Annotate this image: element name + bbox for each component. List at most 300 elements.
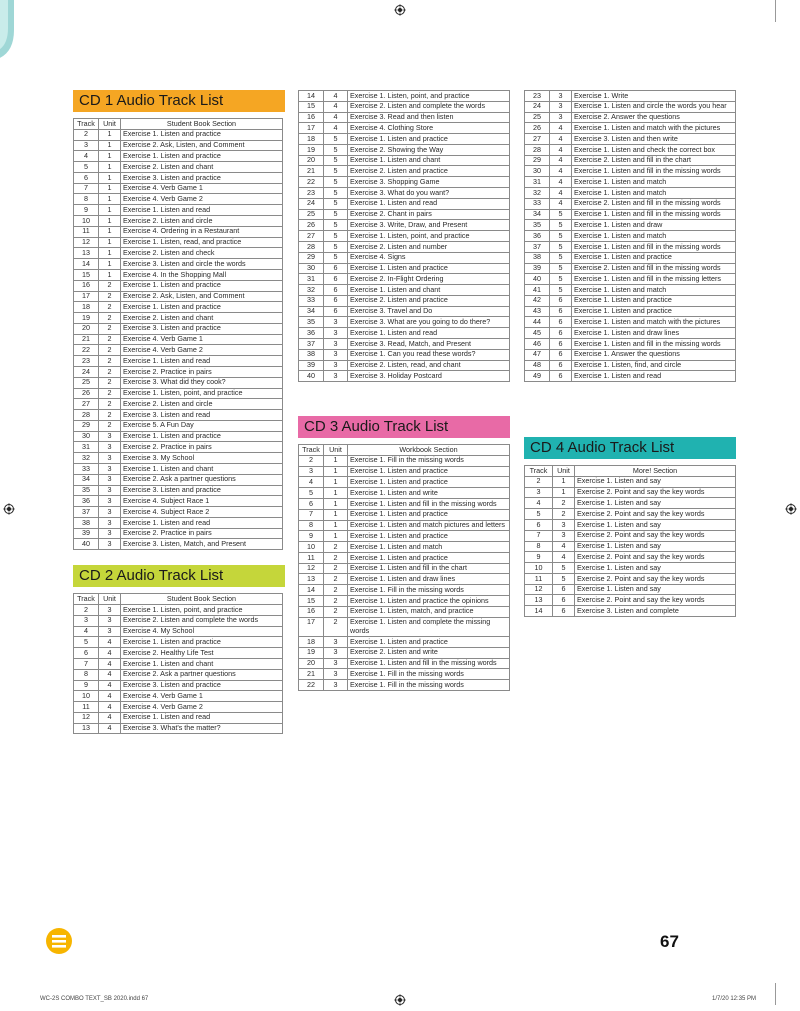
unit-number: 4 bbox=[99, 691, 121, 702]
table-row bbox=[525, 220, 736, 231]
unit-number: 5 bbox=[324, 155, 348, 166]
cd3-continued-table bbox=[524, 90, 736, 382]
section-label: Exercise 1. Listen and complete the missing words bbox=[348, 617, 510, 636]
table-row bbox=[74, 517, 283, 528]
track-number: 48 bbox=[525, 360, 550, 371]
table-row bbox=[74, 702, 283, 713]
track-number: 29 bbox=[525, 155, 550, 166]
section-label: Exercise 2. Listen and fill in the missing words bbox=[572, 263, 736, 274]
track-number: 13 bbox=[299, 574, 324, 585]
section-label: Exercise 1. Listen and practice bbox=[348, 477, 510, 488]
table-row bbox=[74, 129, 283, 140]
unit-number: 3 bbox=[553, 530, 575, 541]
table-row bbox=[525, 328, 736, 339]
track-number: 38 bbox=[74, 517, 99, 528]
table-row bbox=[299, 636, 510, 647]
unit-number: 1 bbox=[99, 183, 121, 194]
table-row bbox=[74, 464, 283, 475]
track-number: 10 bbox=[299, 542, 324, 553]
track-number: 31 bbox=[74, 442, 99, 453]
section-label: Exercise 1. Listen and match bbox=[572, 177, 736, 188]
table-row bbox=[299, 112, 510, 123]
table-row bbox=[74, 248, 283, 259]
section-label: Exercise 1. Listen and practice bbox=[121, 637, 283, 648]
track-number: 17 bbox=[299, 123, 324, 134]
section-label: Exercise 5. A Fun Day bbox=[121, 420, 283, 431]
track-number: 20 bbox=[299, 155, 324, 166]
table-row bbox=[525, 498, 736, 509]
table-row bbox=[74, 615, 283, 626]
section-label: Exercise 1. Fill in the missing words bbox=[348, 680, 510, 691]
table-row bbox=[74, 691, 283, 702]
table-row bbox=[299, 306, 510, 317]
track-number: 13 bbox=[525, 595, 553, 606]
column-header: Track bbox=[299, 445, 324, 456]
track-number: 6 bbox=[299, 499, 324, 510]
section-label: Exercise 1. Answer the questions bbox=[572, 349, 736, 360]
section-label: Exercise 4. Subject Race 2 bbox=[121, 507, 283, 518]
section-label: Exercise 1. Listen, match, and practice bbox=[348, 606, 510, 617]
table-row bbox=[299, 488, 510, 499]
table-row bbox=[525, 476, 736, 487]
unit-number: 3 bbox=[99, 605, 121, 616]
table-row bbox=[74, 420, 283, 431]
unit-number: 6 bbox=[324, 263, 348, 274]
unit-number: 6 bbox=[553, 606, 575, 617]
section-label: Exercise 2. Ask a partner questions bbox=[121, 474, 283, 485]
track-number: 7 bbox=[525, 530, 553, 541]
table-row bbox=[74, 431, 283, 442]
table-row bbox=[525, 231, 736, 242]
track-number: 37 bbox=[74, 507, 99, 518]
table-row bbox=[74, 366, 283, 377]
track-number: 22 bbox=[74, 345, 99, 356]
track-number: 30 bbox=[525, 166, 550, 177]
track-number: 11 bbox=[74, 226, 99, 237]
unit-number: 6 bbox=[324, 306, 348, 317]
section-label: Exercise 1. Listen, read, and practice bbox=[121, 237, 283, 248]
unit-number: 3 bbox=[99, 615, 121, 626]
table-row bbox=[74, 658, 283, 669]
section-label: Exercise 2. Point and say the key words bbox=[575, 509, 736, 520]
section-label: Exercise 3. What did they cook? bbox=[121, 377, 283, 388]
track-number: 37 bbox=[299, 338, 324, 349]
unit-number: 4 bbox=[324, 101, 348, 112]
track-number: 22 bbox=[299, 680, 324, 691]
section-label: Exercise 3. Holiday Postcard bbox=[348, 371, 510, 382]
table-row bbox=[74, 162, 283, 173]
table-row bbox=[299, 241, 510, 252]
unit-number: 5 bbox=[324, 198, 348, 209]
table-row bbox=[74, 216, 283, 227]
section-label: Exercise 1. Listen and practice bbox=[572, 306, 736, 317]
track-number: 17 bbox=[299, 617, 324, 636]
unit-number: 2 bbox=[99, 313, 121, 324]
track-number: 39 bbox=[74, 528, 99, 539]
unit-number: 6 bbox=[553, 595, 575, 606]
track-number: 15 bbox=[299, 596, 324, 607]
track-number: 25 bbox=[299, 209, 324, 220]
unit-number: 1 bbox=[324, 499, 348, 510]
unit-number: 5 bbox=[550, 285, 572, 296]
track-number: 5 bbox=[74, 162, 99, 173]
table-row bbox=[299, 563, 510, 574]
table-row bbox=[299, 647, 510, 658]
track-number: 4 bbox=[74, 151, 99, 162]
track-number: 34 bbox=[74, 474, 99, 485]
column-header: Student Book Section bbox=[121, 119, 283, 130]
cd2b-rows bbox=[299, 91, 510, 382]
section-label: Exercise 2. Listen, read, and chant bbox=[348, 360, 510, 371]
unit-number: 3 bbox=[99, 496, 121, 507]
table-row bbox=[299, 274, 510, 285]
unit-number: 2 bbox=[324, 585, 348, 596]
track-number: 33 bbox=[74, 464, 99, 475]
table-row bbox=[299, 91, 510, 102]
section-label: Exercise 4. Verb Game 2 bbox=[121, 345, 283, 356]
page-number: 67 bbox=[660, 932, 679, 951]
table-row bbox=[74, 237, 283, 248]
table-row bbox=[299, 552, 510, 563]
section-label: Exercise 1. Listen and fill in the missing words bbox=[572, 338, 736, 349]
section-label: Exercise 2. Listen and number bbox=[348, 241, 510, 252]
table-row bbox=[299, 531, 510, 542]
cd1-table bbox=[73, 118, 283, 550]
track-number: 5 bbox=[525, 509, 553, 520]
table-row bbox=[525, 349, 736, 360]
unit-number: 2 bbox=[99, 399, 121, 410]
track-number: 13 bbox=[74, 723, 99, 734]
table-row bbox=[525, 306, 736, 317]
section-label: Exercise 2. Point and say the key words bbox=[575, 595, 736, 606]
track-number: 31 bbox=[299, 274, 324, 285]
track-number: 7 bbox=[74, 183, 99, 194]
section-label: Exercise 4. Signs bbox=[348, 252, 510, 263]
track-number: 2 bbox=[299, 455, 324, 466]
track-number: 3 bbox=[74, 615, 99, 626]
section-label: Exercise 3. What do you want? bbox=[348, 188, 510, 199]
unit-number: 3 bbox=[550, 91, 572, 102]
section-label: Exercise 1. Listen and practice bbox=[121, 302, 283, 313]
table-row bbox=[299, 317, 510, 328]
section-label: Exercise 4. Verb Game 1 bbox=[121, 334, 283, 345]
cd4-table bbox=[524, 465, 736, 617]
column-3 bbox=[524, 90, 736, 617]
unit-number: 2 bbox=[99, 377, 121, 388]
section-label: Exercise 3. What's the matter? bbox=[121, 723, 283, 734]
unit-number: 2 bbox=[99, 280, 121, 291]
section-label: Exercise 1. Listen, point, and practice bbox=[348, 91, 510, 102]
section-label: Exercise 1. Listen, find, and circle bbox=[572, 360, 736, 371]
unit-number: 3 bbox=[99, 453, 121, 464]
section-label: Exercise 1. Listen and say bbox=[575, 476, 736, 487]
track-number: 19 bbox=[299, 647, 324, 658]
track-number: 16 bbox=[299, 112, 324, 123]
table-row bbox=[299, 680, 510, 691]
unit-number: 4 bbox=[550, 123, 572, 134]
unit-number: 2 bbox=[553, 509, 575, 520]
unit-number: 5 bbox=[550, 263, 572, 274]
section-label: Exercise 2. Healthy Life Test bbox=[121, 648, 283, 659]
section-label: Exercise 1. Listen and practice bbox=[348, 263, 510, 274]
table-row bbox=[74, 626, 283, 637]
unit-number: 1 bbox=[324, 466, 348, 477]
unit-number: 2 bbox=[324, 606, 348, 617]
section-label: Exercise 1. Listen and read bbox=[121, 356, 283, 367]
section-label: Exercise 2. Listen and complete the words bbox=[121, 615, 283, 626]
track-number: 34 bbox=[525, 209, 550, 220]
section-label: Exercise 3. Listen and practice bbox=[121, 485, 283, 496]
section-label: Exercise 1. Listen and check the correct box bbox=[572, 144, 736, 155]
track-number: 16 bbox=[299, 606, 324, 617]
track-number: 35 bbox=[299, 317, 324, 328]
section-label: Exercise 2. Listen and practice bbox=[348, 295, 510, 306]
unit-number: 3 bbox=[324, 328, 348, 339]
table-row bbox=[299, 658, 510, 669]
table-row bbox=[299, 155, 510, 166]
unit-number: 3 bbox=[99, 626, 121, 637]
section-label: Exercise 1. Listen and match bbox=[572, 285, 736, 296]
section-label: Exercise 2. Listen and practice bbox=[348, 166, 510, 177]
column-header: Track bbox=[74, 594, 99, 605]
unit-number: 5 bbox=[553, 563, 575, 574]
section-label: Exercise 2. Ask, Listen, and Comment bbox=[121, 140, 283, 151]
table-row bbox=[74, 712, 283, 723]
section-label: Exercise 1. Listen and circle the words you hear bbox=[572, 101, 736, 112]
section-label: Exercise 1. Listen and match bbox=[348, 542, 510, 553]
track-number: 45 bbox=[525, 328, 550, 339]
table-row bbox=[299, 669, 510, 680]
track-number: 34 bbox=[299, 306, 324, 317]
track-number: 27 bbox=[299, 231, 324, 242]
section-label: Exercise 1. Listen and practice bbox=[348, 552, 510, 563]
unit-number: 1 bbox=[324, 488, 348, 499]
unit-number: 6 bbox=[324, 274, 348, 285]
track-number: 28 bbox=[299, 241, 324, 252]
track-number: 2 bbox=[525, 476, 553, 487]
section-label: Exercise 1. Listen, point, and practice bbox=[121, 605, 283, 616]
section-label: Exercise 3. What are you going to do there? bbox=[348, 317, 510, 328]
unit-number: 5 bbox=[324, 188, 348, 199]
unit-number: 3 bbox=[99, 474, 121, 485]
table-row bbox=[525, 530, 736, 541]
unit-number: 4 bbox=[550, 188, 572, 199]
unit-number: 4 bbox=[553, 552, 575, 563]
table-row bbox=[74, 637, 283, 648]
track-number: 30 bbox=[74, 431, 99, 442]
unit-number: 3 bbox=[99, 507, 121, 518]
track-number: 26 bbox=[525, 123, 550, 134]
unit-number: 5 bbox=[324, 177, 348, 188]
column-header: Unit bbox=[99, 119, 121, 130]
table-row bbox=[74, 410, 283, 421]
table-row bbox=[299, 596, 510, 607]
track-number: 29 bbox=[74, 420, 99, 431]
track-number: 11 bbox=[299, 552, 324, 563]
unit-number: 1 bbox=[99, 205, 121, 216]
unit-number: 3 bbox=[99, 485, 121, 496]
unit-number: 4 bbox=[550, 177, 572, 188]
table-row bbox=[74, 399, 283, 410]
section-label: Exercise 2. Showing the Way bbox=[348, 144, 510, 155]
unit-number: 4 bbox=[324, 91, 348, 102]
section-label: Exercise 3. Listen and read bbox=[121, 410, 283, 421]
table-row bbox=[74, 172, 283, 183]
table-row bbox=[74, 259, 283, 270]
unit-number: 5 bbox=[324, 252, 348, 263]
track-number: 41 bbox=[525, 285, 550, 296]
section-label: Exercise 1. Listen and draw lines bbox=[572, 328, 736, 339]
unit-number: 2 bbox=[324, 617, 348, 636]
table-row bbox=[299, 499, 510, 510]
track-number: 6 bbox=[74, 648, 99, 659]
track-number: 3 bbox=[525, 487, 553, 498]
section-label: Exercise 2. Answer the questions bbox=[572, 112, 736, 123]
unit-number: 3 bbox=[550, 112, 572, 123]
table-row bbox=[299, 134, 510, 145]
track-number: 8 bbox=[299, 520, 324, 531]
table-row bbox=[299, 455, 510, 466]
unit-number: 3 bbox=[324, 360, 348, 371]
unit-number: 3 bbox=[99, 442, 121, 453]
table-row bbox=[299, 509, 510, 520]
table-row bbox=[525, 101, 736, 112]
unit-number: 2 bbox=[99, 345, 121, 356]
unit-number: 3 bbox=[324, 647, 348, 658]
section-label: Exercise 3. Listen and circle the words bbox=[121, 259, 283, 270]
section-label: Exercise 1. Listen and practice bbox=[121, 129, 283, 140]
section-label: Exercise 1. Listen and match pictures and letters bbox=[348, 520, 510, 531]
track-number: 12 bbox=[74, 712, 99, 723]
cd1-title: CD 1 Audio Track List bbox=[73, 90, 285, 112]
track-number: 25 bbox=[525, 112, 550, 123]
unit-number: 3 bbox=[550, 101, 572, 112]
section-label: Exercise 1. Listen, point, and practice bbox=[348, 231, 510, 242]
table-row bbox=[74, 334, 283, 345]
track-number: 13 bbox=[74, 248, 99, 259]
unit-number: 2 bbox=[324, 596, 348, 607]
table-row bbox=[299, 295, 510, 306]
track-number: 29 bbox=[299, 252, 324, 263]
table-row bbox=[525, 573, 736, 584]
cd3-table bbox=[298, 444, 510, 691]
unit-number: 4 bbox=[99, 712, 121, 723]
table-row bbox=[299, 328, 510, 339]
track-number: 35 bbox=[525, 220, 550, 231]
track-number: 11 bbox=[525, 573, 553, 584]
unit-number: 6 bbox=[550, 349, 572, 360]
section-label: Exercise 1. Listen and practice bbox=[572, 295, 736, 306]
table-row bbox=[299, 477, 510, 488]
unit-number: 2 bbox=[99, 420, 121, 431]
unit-number: 4 bbox=[550, 155, 572, 166]
table-row bbox=[74, 280, 283, 291]
track-number: 14 bbox=[299, 91, 324, 102]
section-label: Exercise 1. Listen and chant bbox=[348, 285, 510, 296]
section-label: Exercise 1. Listen and practice bbox=[121, 280, 283, 291]
track-number: 35 bbox=[74, 485, 99, 496]
section-label: Exercise 1. Listen and practice bbox=[348, 531, 510, 542]
track-number: 14 bbox=[525, 606, 553, 617]
section-label: Exercise 2. Ask, Listen, and Comment bbox=[121, 291, 283, 302]
section-label: Exercise 2. Listen and fill in the missing words bbox=[572, 198, 736, 209]
track-number: 24 bbox=[299, 198, 324, 209]
section-label: Exercise 2. Point and say the key words bbox=[575, 573, 736, 584]
section-label: Exercise 4. My School bbox=[121, 626, 283, 637]
section-label: Exercise 3. Listen and practice bbox=[121, 680, 283, 691]
section-label: Exercise 1. Listen and write bbox=[348, 488, 510, 499]
section-label: Exercise 2. Listen and circle bbox=[121, 216, 283, 227]
section-label: Exercise 3. Listen and complete bbox=[575, 606, 736, 617]
section-label: Exercise 1. Listen and practice bbox=[572, 252, 736, 263]
section-label: Exercise 1. Listen and say bbox=[575, 563, 736, 574]
cd2-table bbox=[73, 593, 283, 734]
track-number: 27 bbox=[525, 134, 550, 145]
section-label: Exercise 1. Listen and practice bbox=[348, 636, 510, 647]
section-label: Exercise 2. Chant in pairs bbox=[348, 209, 510, 220]
unit-number: 5 bbox=[550, 252, 572, 263]
track-number: 31 bbox=[525, 177, 550, 188]
section-label: Exercise 3. Travel and Do bbox=[348, 306, 510, 317]
track-number: 11 bbox=[74, 702, 99, 713]
unit-number: 5 bbox=[550, 274, 572, 285]
section-label: Exercise 1. Listen and practice the opinions bbox=[348, 596, 510, 607]
unit-number: 5 bbox=[324, 220, 348, 231]
unit-number: 6 bbox=[550, 371, 572, 382]
track-number: 36 bbox=[74, 496, 99, 507]
track-number: 18 bbox=[299, 134, 324, 145]
column-header: Track bbox=[74, 119, 99, 130]
track-number: 9 bbox=[74, 680, 99, 691]
unit-number: 1 bbox=[99, 151, 121, 162]
track-number: 10 bbox=[74, 691, 99, 702]
table-row bbox=[74, 453, 283, 464]
track-number: 8 bbox=[525, 541, 553, 552]
track-number: 20 bbox=[299, 658, 324, 669]
table-row bbox=[299, 542, 510, 553]
track-number: 38 bbox=[525, 252, 550, 263]
track-number: 4 bbox=[299, 477, 324, 488]
section-label: Exercise 4. Subject Race 1 bbox=[121, 496, 283, 507]
section-label: Exercise 3. My School bbox=[121, 453, 283, 464]
table-row bbox=[525, 360, 736, 371]
cd1-rows bbox=[74, 129, 283, 549]
unit-number: 3 bbox=[324, 338, 348, 349]
section-label: Exercise 2. Point and say the key words bbox=[575, 552, 736, 563]
unit-number: 1 bbox=[99, 269, 121, 280]
cd4-title: CD 4 Audio Track List bbox=[524, 437, 736, 459]
track-number: 43 bbox=[525, 306, 550, 317]
table-row bbox=[299, 188, 510, 199]
table-row bbox=[299, 371, 510, 382]
table-row bbox=[299, 338, 510, 349]
table-row bbox=[299, 606, 510, 617]
track-number: 21 bbox=[299, 669, 324, 680]
unit-number: 6 bbox=[550, 306, 572, 317]
unit-number: 3 bbox=[324, 371, 348, 382]
track-number: 24 bbox=[74, 366, 99, 377]
table-row bbox=[74, 680, 283, 691]
unit-number: 3 bbox=[324, 669, 348, 680]
track-number: 5 bbox=[74, 637, 99, 648]
column-header: More! Section bbox=[575, 466, 736, 477]
track-number: 19 bbox=[299, 144, 324, 155]
unit-number: 6 bbox=[324, 285, 348, 296]
section-label: Exercise 1. Listen and read bbox=[121, 205, 283, 216]
table-row bbox=[525, 155, 736, 166]
table-row bbox=[525, 112, 736, 123]
track-number: 15 bbox=[74, 269, 99, 280]
